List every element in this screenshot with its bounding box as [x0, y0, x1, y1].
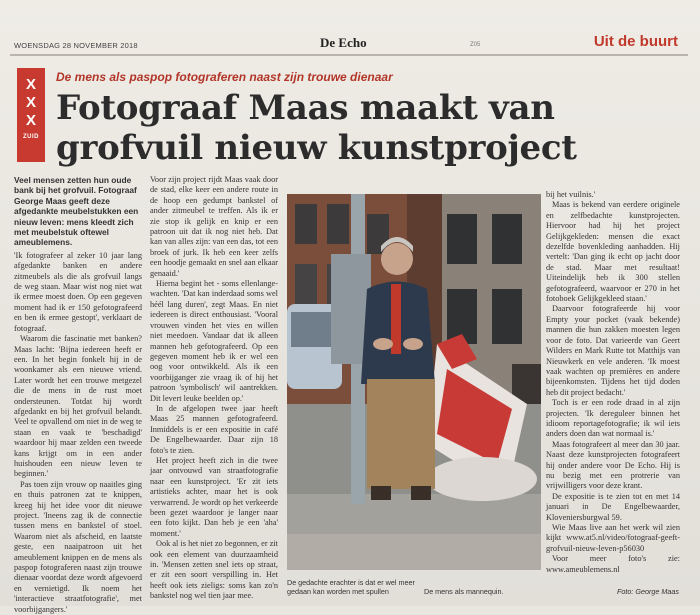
article-photo — [287, 194, 541, 570]
article-kicker: De mens als paspop fotograferen naast zijn trouwe dienaar — [56, 70, 393, 84]
article-paragraph: Toch is er een rode draad in al zijn projecten. 'Ik dereguleer binnen het idioom reportagefotografie; ik wil iets anders doen dan wat normaal is.' — [546, 398, 680, 439]
article-paragraph: bij het vuilnis.' — [546, 190, 596, 199]
badge-x-mark: X — [25, 112, 36, 129]
page-number: Z05 — [470, 42, 481, 48]
badge-x-mark: X — [25, 76, 36, 93]
article-paragraph: Het project heeft zich in die twee jaar ontvouwd van straatfotografie naar een kunstproject. 'Er zit iets artistieks achter, maar het is ook verwarrend. Je wordt op het verkeerde been gezet waardoor je langer naar een foto kijkt. Dan heb je een 'aha' moment.' — [150, 455, 278, 538]
article-paragraph: Hierna begint het - soms ellenlange- wachten. 'Dat kan inderdaad soms wel héél lang duren', zegt Maas. En niet iedereen is direct enthousiast. 'Vooral vrouwen vinden het vies en willen niet meedoen. Vandaar dat ik alleen mannen heb gefotografeerd. Op een gegeven moment heb ik er wel een oog voor ontwikkeld. Als ik een voorbijganger zie vraag ik of hij het patroon 'symbolisch' wil aantrekken. Dit levert leuke beelden op.' — [150, 279, 278, 403]
header-divider — [10, 54, 688, 56]
article-paragraph: Waarom die fascinatie met banken? Maas lacht: 'Bijna iedereen heeft er een. In het begin fonkelt hij in de woonkamer als een nieuwe vriend. Later wordt het een trouwe metgezel die de mens in de rust moet ondersteunen. Totdat hij wordt afgedankt en bij het grofvuil belandt. Veel te opvallend om niet in de weg te staan en vaak te 'beschadigd' waardoor hij maar zelden een tweede kans krijgt om in een ander huishouden een nieuw leven te beginnen.' — [14, 334, 142, 479]
photo-credit: Foto: George Maas — [617, 587, 679, 596]
article-headline: Fotograaf Maas maakt van grofvuil nieuw kunstproject — [56, 88, 577, 168]
article-paragraph: Wie Maas live aan het werk wil zien kijkt www.at5.nl/video/fotograaf-geeft-grofvuil-nieuw-leven-p56030 — [546, 523, 680, 553]
badge-label: ZUID — [23, 134, 39, 140]
district-badge — [17, 68, 45, 162]
article-paragraph: Pas toen zijn vrouw op naaitles ging en thuis patronen zat te knippen, kreeg hij het idee voor dit nieuwe project. 'Ineens zag ik de connectie tussen mens en bankstel of stoel. Waarom niet als afscheid, en laatste geste, een naaipatroon uit het ameublement knippen en de mens als paspop fotograferen naast zijn trouwe dienaar voordat deze wordt afgevoerd en vernietigd. Ik noem het 'interactieve straatfotografie', met voorbijgangers.' — [14, 479, 142, 614]
masthead — [0, 30, 700, 54]
article-paragraph: Maas fotografeert al meer dan 30 jaar. Naast deze kunstprojecten fotografeert hij onder andere voor De Echo. Hij is nu bezig met een protrerie van vrijwilligers voor deze krant. — [546, 439, 680, 491]
article-column-2 — [150, 175, 278, 601]
photo-caption-right: De mens als mannequin. — [424, 587, 504, 596]
badge-x-mark: X — [25, 94, 36, 111]
section-title: Uit de buurt — [593, 33, 678, 50]
publication-date: WOENSDAG 28 NOVEMBER 2018 — [14, 41, 138, 50]
article-intro: Veel mensen zetten hun oude bank bij het grofvuil. Fotograaf George Maas geeft deze afgedankte meubelstukken een nieuw leven: mens kleedt zich met meubelstuk oftewel ameublemens. — [14, 175, 139, 248]
photo-caption-left: De gedachte erachter is dat er wel meer gedaan kan worden met spullen — [287, 578, 415, 596]
article-paragraph: Voor zijn project rijdt Maas vaak door de stad, elke keer een andere route in de hoop een gedumpt bankstel of ander zitmeubel te treffen. Als ik er zie stop ik gelijk en knip er een patroon uit dat ik nog niet heb. Dat kan van alles zijn: van een das, tot een broek of jurk. Ik heb een keer zelfs een hoodje gemaakt en snel aan elkaar genaaid.' — [150, 175, 278, 278]
article-column-3 — [546, 190, 680, 590]
article-paragraph: De expositie is te zien tot en met 14 januari in De Engelbewaarder, Kloveniersburgwal 59. — [546, 491, 680, 522]
article-paragraph: Voor meer foto's zie: www.ameublemens.nl — [546, 554, 680, 574]
newspaper-name: De Echo — [320, 35, 367, 50]
article-paragraph: Daarvoor fotografeerde hij voor Empty your pocket (vaak bekende) mannen die hun zakken moesten legen voor de foto. Dat varieerde van Geert Wilders en Mark Rutte tot Matthijs van Nieuwkerk en vele anderen. 'Ik moest vaak wachten op premières en andere bijeenkomsten. Tijdens het tijd doden heb dit project bedacht.' — [546, 304, 680, 397]
photo-illustration — [287, 194, 541, 570]
article-paragraph: Ook al is het niet zo begonnen, er zit ook een element van duurzaamheid in. 'Mensen zetten snel iets op straat, er zit een soort verspilling in. Het heeft ook iets zieligs: soms kan zo'n bankstel nog wel tien jaar mee. — [150, 539, 278, 601]
article-paragraph: 'Ik fotografeer al zeker 10 jaar lang afgedankte banken en andere zitmeubels als die als grofvuil langs de weg staan. Maar wist nog niet wat ik ermee moest doen. Op een gegeven moment had ik er 150 gefotografeerd en ben ik ermee gestopt', verklaart de fotograaf. — [14, 250, 142, 333]
article-paragraph: In de afgelopen twee jaar heeft Maas 25 mannen gefotografeerd. Inmiddels is er een expositie in café De Engelbewaarder. Daar zijn 18 foto's te zien. — [150, 403, 278, 455]
article-paragraph: Maas is bekend van eerdere originele en zelfbedachte kunstprojecten. Hiervoor had hij het project Gelijkgekleden: mensen die exact dezelfde bovenkleding aanhadden. Hij vertelt: 'Dan ging ik echt op jacht door de stad. Maar met resultaat! Uiteindelijk heb ik 300 stellen gefotografeerd, waarvoor er 270 in het fotoboek Gelijkgekleed staan.' — [546, 200, 680, 304]
article-column-1 — [14, 175, 142, 614]
